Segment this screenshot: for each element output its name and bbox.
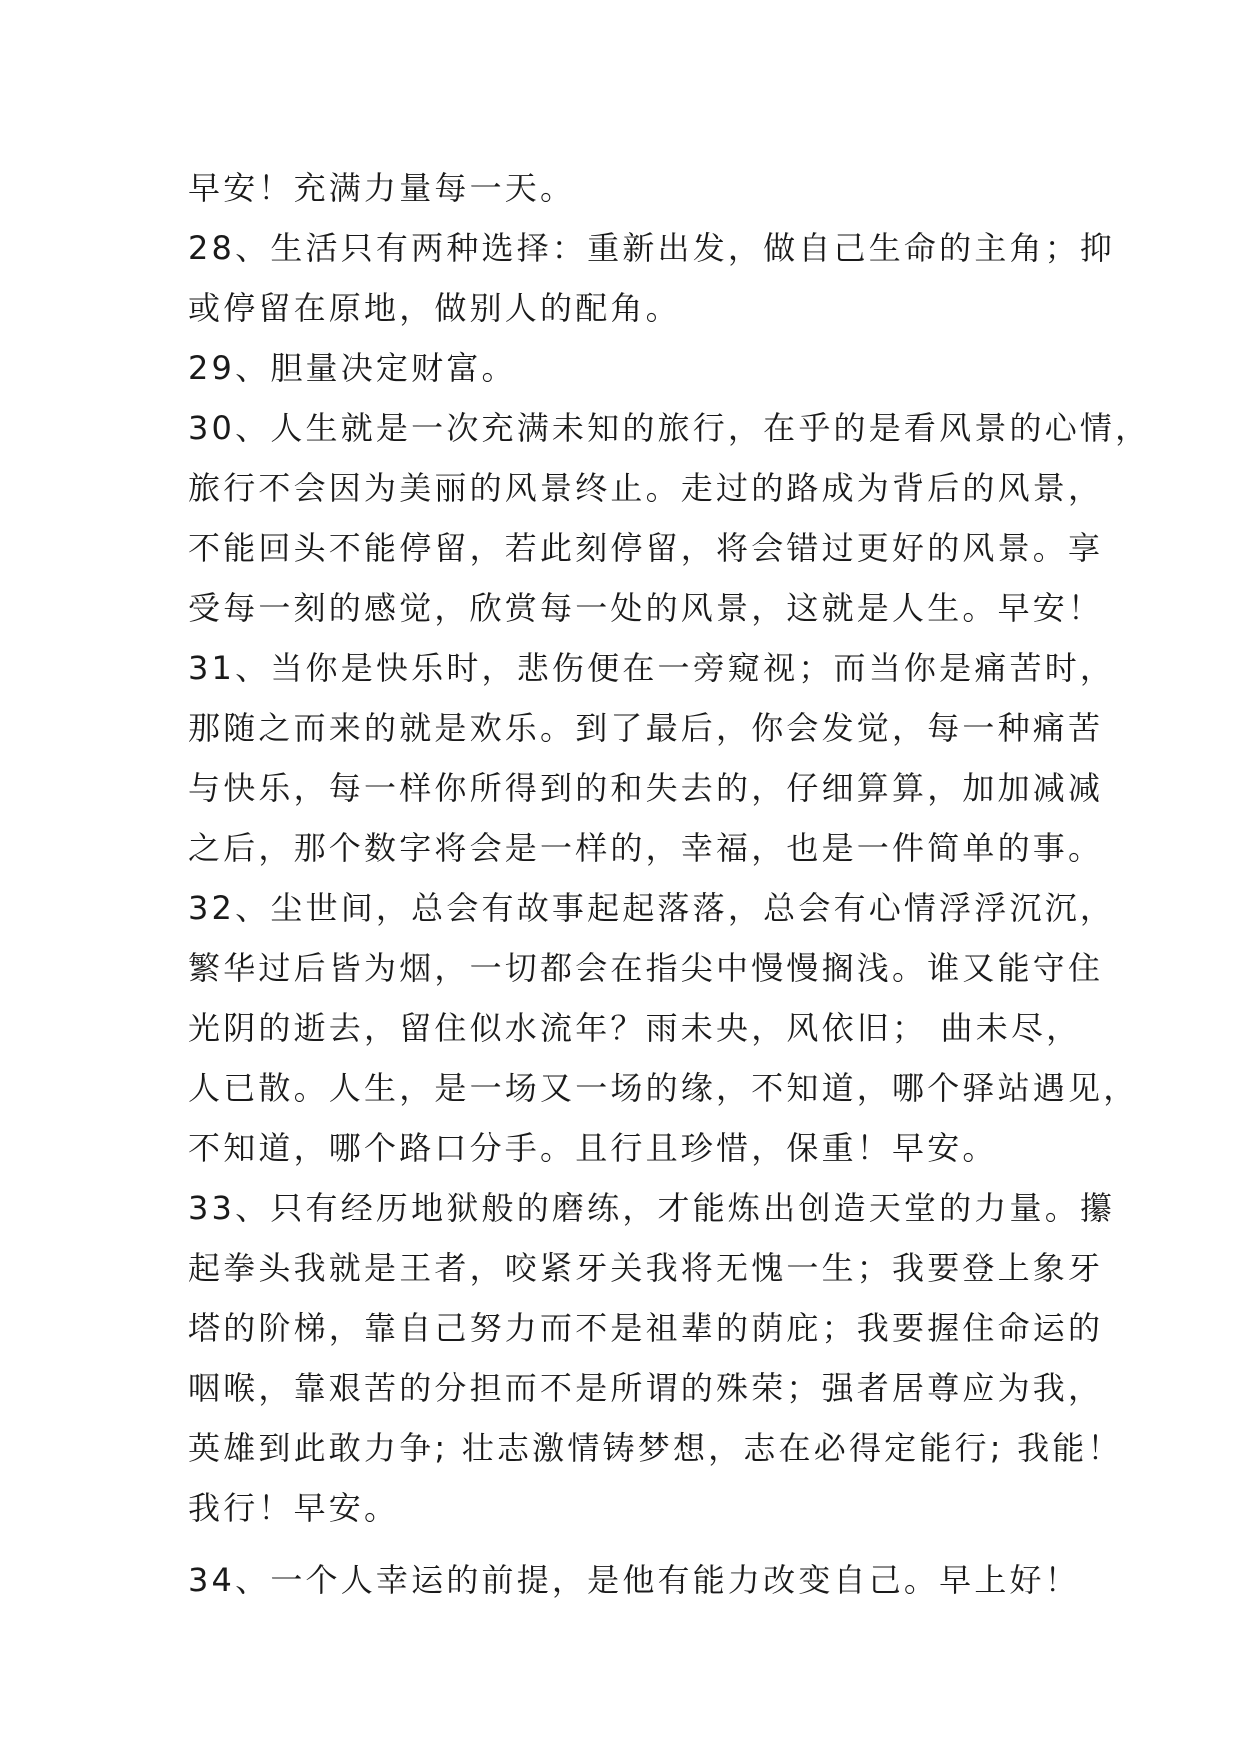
text-line: 32、尘世间，总会有故事起起落落，总会有心情浮浮沉沉，	[188, 889, 1116, 927]
text-line: 不知道，哪个路口分手。且行且珍惜，保重！早安。	[188, 1129, 998, 1167]
text-line: 旅行不会因为美丽的风景终止。走过的路成为背后的风景，	[188, 469, 1104, 507]
paragraph-greeting	[188, 158, 1068, 218]
text-line: 33、只有经历地狱般的磨练，才能炼出创造天堂的力量。攥	[188, 1189, 1116, 1227]
paragraph-31	[188, 638, 1116, 878]
text-line: 起拳头我就是王者，咬紧牙关我将无愧一生；我要登上象牙	[188, 1249, 1104, 1287]
text-line: 28、生活只有两种选择：重新出发，做自己生命的主角；抑	[188, 229, 1116, 267]
text-line: 光阴的逝去，留住似水流年？雨未央，风依旧； 曲未尽，	[188, 1009, 1082, 1047]
text-line: 咽喉，靠艰苦的分担而不是所谓的殊荣；强者居尊应为我，	[188, 1369, 1104, 1407]
text-line: 31、当你是快乐时，悲伤便在一旁窥视；而当你是痛苦时，	[188, 649, 1116, 687]
text-line: 人已散。人生，是一场又一场的缘，不知道，哪个驿站遇见，	[188, 1069, 1139, 1107]
text-line: 不能回头不能停留，若此刻停留，将会错过更好的风景。享	[188, 529, 1104, 567]
text-line: 或停留在原地，做别人的配角。	[188, 289, 681, 327]
text-line: 那随之而来的就是欢乐。到了最后，你会发觉，每一种痛苦	[188, 709, 1104, 747]
text-line: 与快乐，每一样你所得到的和失去的，仔细算算，加加减减	[188, 769, 1104, 807]
text-line: 塔的阶梯，靠自己努力而不是祖辈的荫庇；我要握住命运的	[188, 1309, 1104, 1347]
paragraph-34	[188, 1550, 1080, 1610]
text-line: 34、一个人幸运的前提，是他有能力改变自己。早上好！	[188, 1561, 1080, 1599]
paragraph-32	[188, 878, 1139, 1178]
text-line: 受每一刻的感觉，欣赏每一处的风景，这就是人生。早安！	[188, 589, 1104, 627]
paragraph-33	[188, 1178, 1123, 1538]
text-line: 繁华过后皆为烟，一切都会在指尖中慢慢搁浅。谁又能守住	[188, 949, 1104, 987]
text-line: 我行！早安。	[188, 1489, 400, 1527]
document-body	[188, 158, 1151, 1610]
paragraph-29	[188, 338, 1068, 398]
paragraph-30	[188, 398, 1151, 638]
text-line: 29、胆量决定财富。	[188, 349, 517, 387]
paragraph-28	[188, 218, 1116, 338]
text-line: 30、人生就是一次充满未知的旅行，在乎的是看风景的心情，	[188, 409, 1151, 447]
text-line: 早安！充满力量每一天。	[188, 169, 576, 207]
text-line: 英雄到此敢力争; 壮志激情铸梦想，志在必得定能行; 我能！	[188, 1429, 1123, 1467]
text-line: 之后，那个数字将会是一样的，幸福，也是一件简单的事。	[188, 829, 1104, 867]
